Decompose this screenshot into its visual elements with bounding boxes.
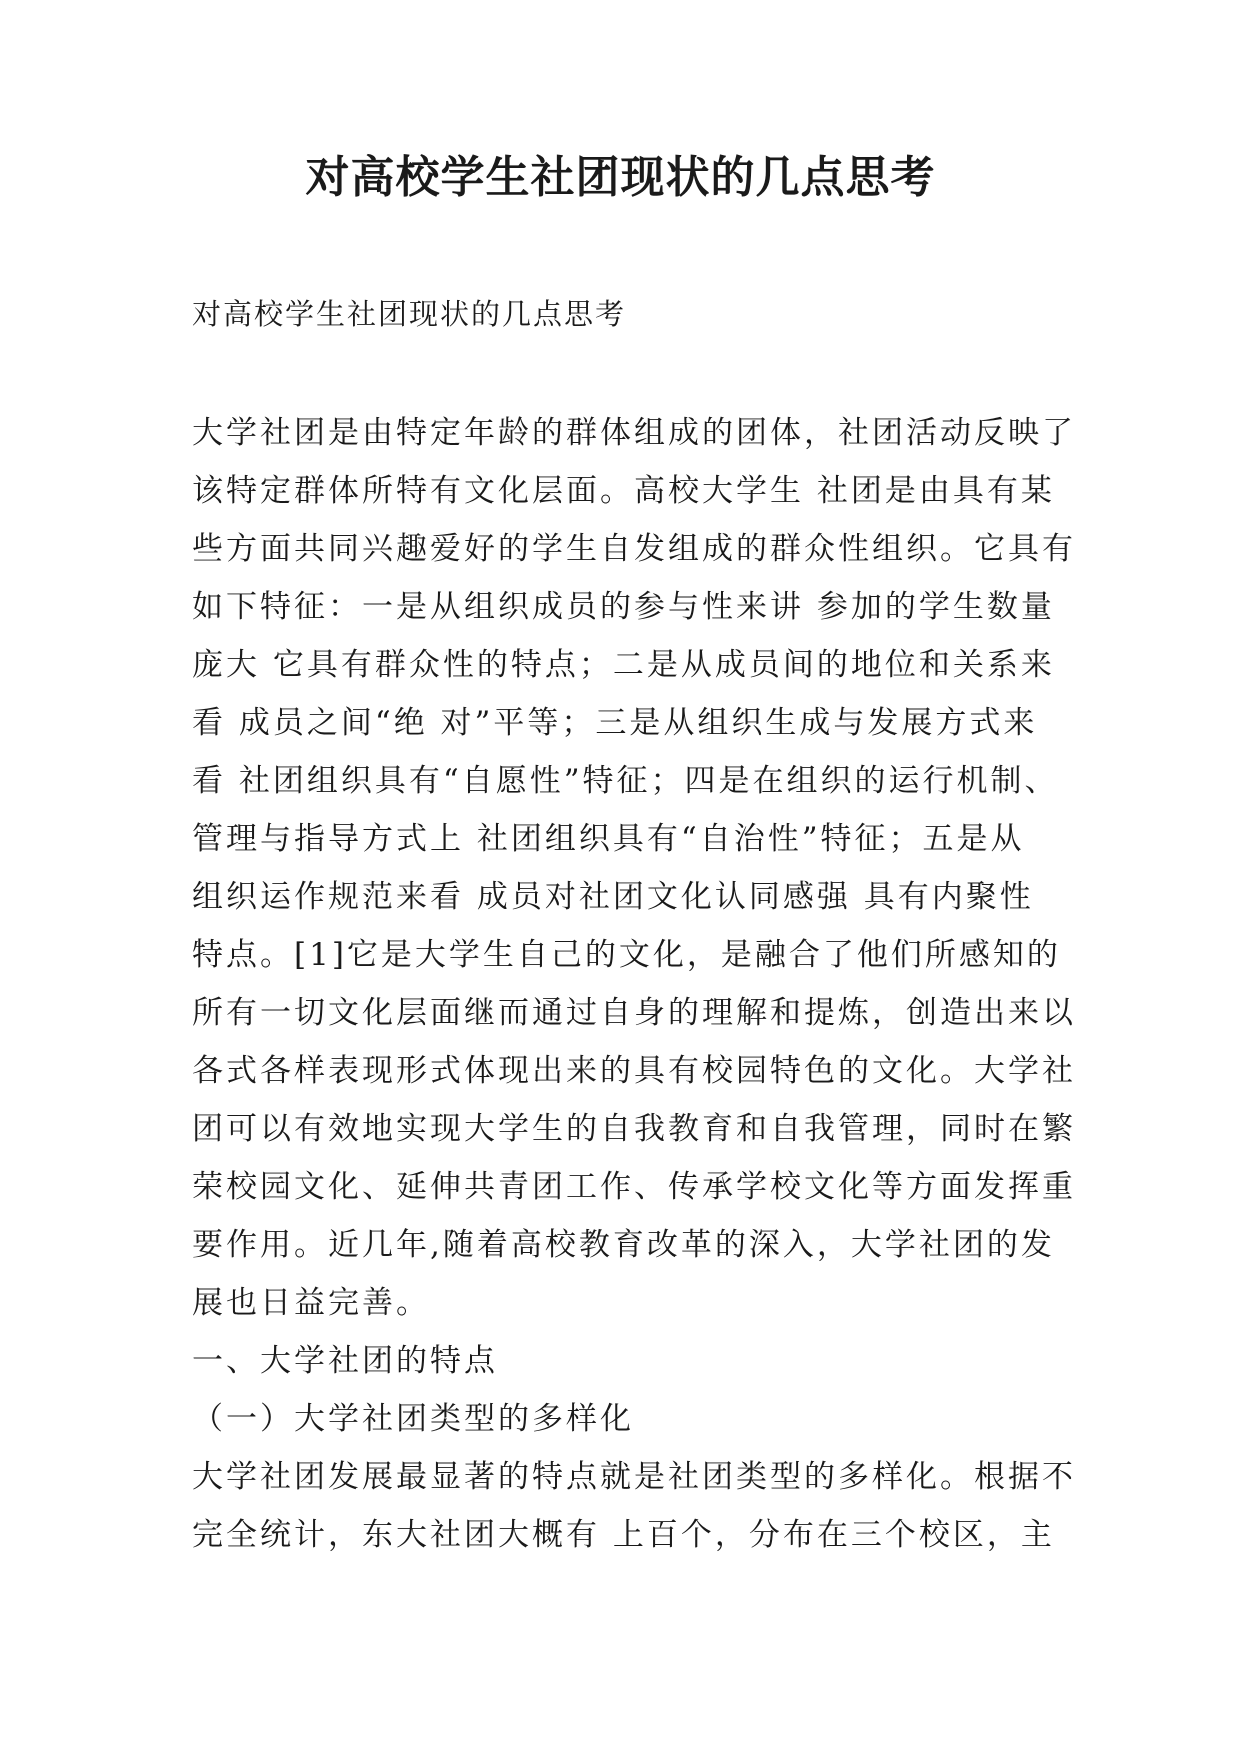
body-line: 各式各样表现形式体现出来的具有校园特色的文化。大学社 — [192, 1053, 1076, 1089]
document-subtitle: 对高校学生社团现状的几点思考 — [192, 297, 627, 331]
body-line: 要作用。近几年,随着高校教育改革的深入，大学社团的发 — [192, 1227, 1055, 1263]
document-body — [192, 404, 1076, 1564]
subsection-heading: （一）大学社团类型的多样化 — [192, 1401, 634, 1437]
document-title: 对高校学生社团现状的几点思考 — [305, 152, 936, 203]
body-line: 看 社团组织具有“自愿性”特征；四是在组织的运行机制、 — [192, 763, 1059, 799]
body-line: 完全统计，东大社团大概有 上百个，分布在三个校区，主 — [192, 1517, 1055, 1553]
section-heading: 一、大学社团的特点 — [192, 1343, 498, 1379]
body-line: 大学社团发展最显著的特点就是社团类型的多样化。根据不 — [192, 1459, 1076, 1495]
body-line: 看 成员之间“绝 对”平等；三是从组织生成与发展方式来 — [192, 705, 1038, 741]
body-line: 所有一切文化层面继而通过自身的理解和提炼，创造出来以 — [192, 995, 1076, 1031]
body-line: 特点。[1]它是大学生自己的文化，是融合了他们所感知的 — [192, 937, 1061, 973]
body-line: 该特定群体所特有文化层面。高校大学生 社团是由具有某 — [192, 473, 1055, 509]
body-line: 展也日益完善。 — [192, 1285, 430, 1321]
body-line: 大学社团是由特定年龄的群体组成的团体，社团活动反映了 — [192, 415, 1076, 451]
body-line: 管理与指导方式上 社团组织具有“自治性”特征；五是从 — [192, 821, 1025, 857]
body-line: 荣校园文化、延伸共青团工作、传承学校文化等方面发挥重 — [192, 1169, 1076, 1205]
body-line: 些方面共同兴趣爱好的学生自发组成的群众性组织。它具有 — [192, 531, 1076, 567]
body-line: 如下特征：一是从组织成员的参与性来讲 参加的学生数量 — [192, 589, 1055, 625]
body-line: 庞大 它具有群众性的特点；二是从成员间的地位和关系来 — [192, 647, 1055, 683]
body-line: 团可以有效地实现大学生的自我教育和自我管理，同时在繁 — [192, 1111, 1076, 1147]
body-line: 组织运作规范来看 成员对社团文化认同感强 具有内聚性 — [192, 879, 1034, 915]
